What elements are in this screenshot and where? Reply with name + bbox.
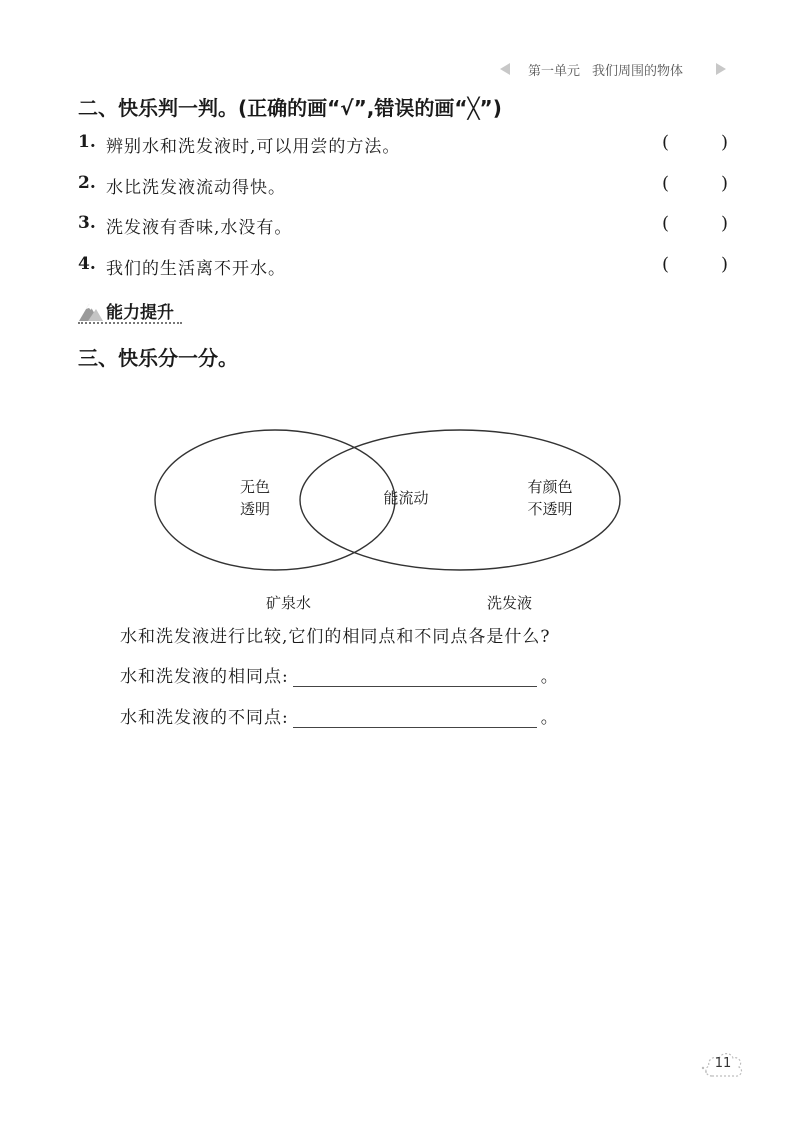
question-row	[78, 132, 728, 160]
header-unit: 第一单元	[528, 64, 581, 79]
page-number: 11	[714, 1056, 732, 1071]
paren-close: )	[720, 173, 728, 194]
header-left-triangle	[500, 63, 510, 75]
ability-underline	[78, 322, 182, 324]
venn-left-line1: 无色	[239, 478, 270, 496]
question-text: 水比洗发液流动得快。	[106, 178, 286, 198]
mountain-icon	[78, 300, 104, 322]
page-header	[496, 56, 734, 82]
venn-center-text: 能流动	[383, 489, 429, 507]
venn-left-text	[220, 476, 290, 520]
paren-close: )	[720, 254, 728, 275]
question-number: 2.	[78, 173, 96, 193]
same-points-end: 。	[540, 667, 559, 687]
question-text: 洗发液有香味,水没有。	[106, 218, 293, 238]
same-points-label: 水和洗发液的相同点:	[120, 667, 289, 687]
header-topic: 我们周围的物体	[592, 64, 684, 79]
venn-right-line1: 有颜色	[527, 478, 573, 496]
question-text: 我们的生活离不开水。	[106, 259, 286, 279]
ability-heading	[78, 298, 198, 324]
page-number-badge	[700, 1044, 746, 1084]
paren-close: )	[720, 213, 728, 234]
header-text	[528, 60, 695, 79]
ability-label: 能力提升	[106, 303, 174, 323]
same-points-row	[120, 662, 559, 687]
section3-title: 三、快乐分一分。	[78, 346, 238, 370]
question-text: 辨别水和洗发液时,可以用尝的方法。	[106, 137, 401, 157]
paren-open: (	[662, 254, 670, 275]
paren-open: (	[662, 213, 670, 234]
same-points-answer-line[interactable]	[293, 668, 537, 687]
question-row	[78, 254, 728, 282]
venn-right-set-label: 洗发液	[487, 594, 533, 612]
compare-question: 水和洗发液进行比较,它们的相同点和不同点各是什么?	[120, 627, 551, 647]
paren-open: (	[662, 173, 670, 194]
question-number: 3.	[78, 213, 96, 233]
diff-points-end: 。	[540, 708, 559, 728]
header-right-triangle	[716, 63, 726, 75]
venn-right-line2: 不透明	[527, 500, 573, 518]
venn-left-set-label: 矿泉水	[266, 594, 312, 612]
section2-title: 二、快乐判一判。(正确的画“√”,错误的画“╳”)	[78, 96, 502, 120]
diff-points-row	[120, 703, 559, 728]
question-number: 1.	[78, 132, 96, 152]
venn-left-line2: 透明	[239, 500, 270, 518]
paren-open: (	[662, 132, 670, 153]
paren-close: )	[720, 132, 728, 153]
question-row	[78, 213, 728, 241]
question-row	[78, 173, 728, 201]
diff-points-label: 水和洗发液的不同点:	[120, 708, 289, 728]
diff-points-answer-line[interactable]	[293, 709, 537, 728]
question-number: 4.	[78, 254, 96, 274]
venn-right-text	[508, 476, 592, 520]
